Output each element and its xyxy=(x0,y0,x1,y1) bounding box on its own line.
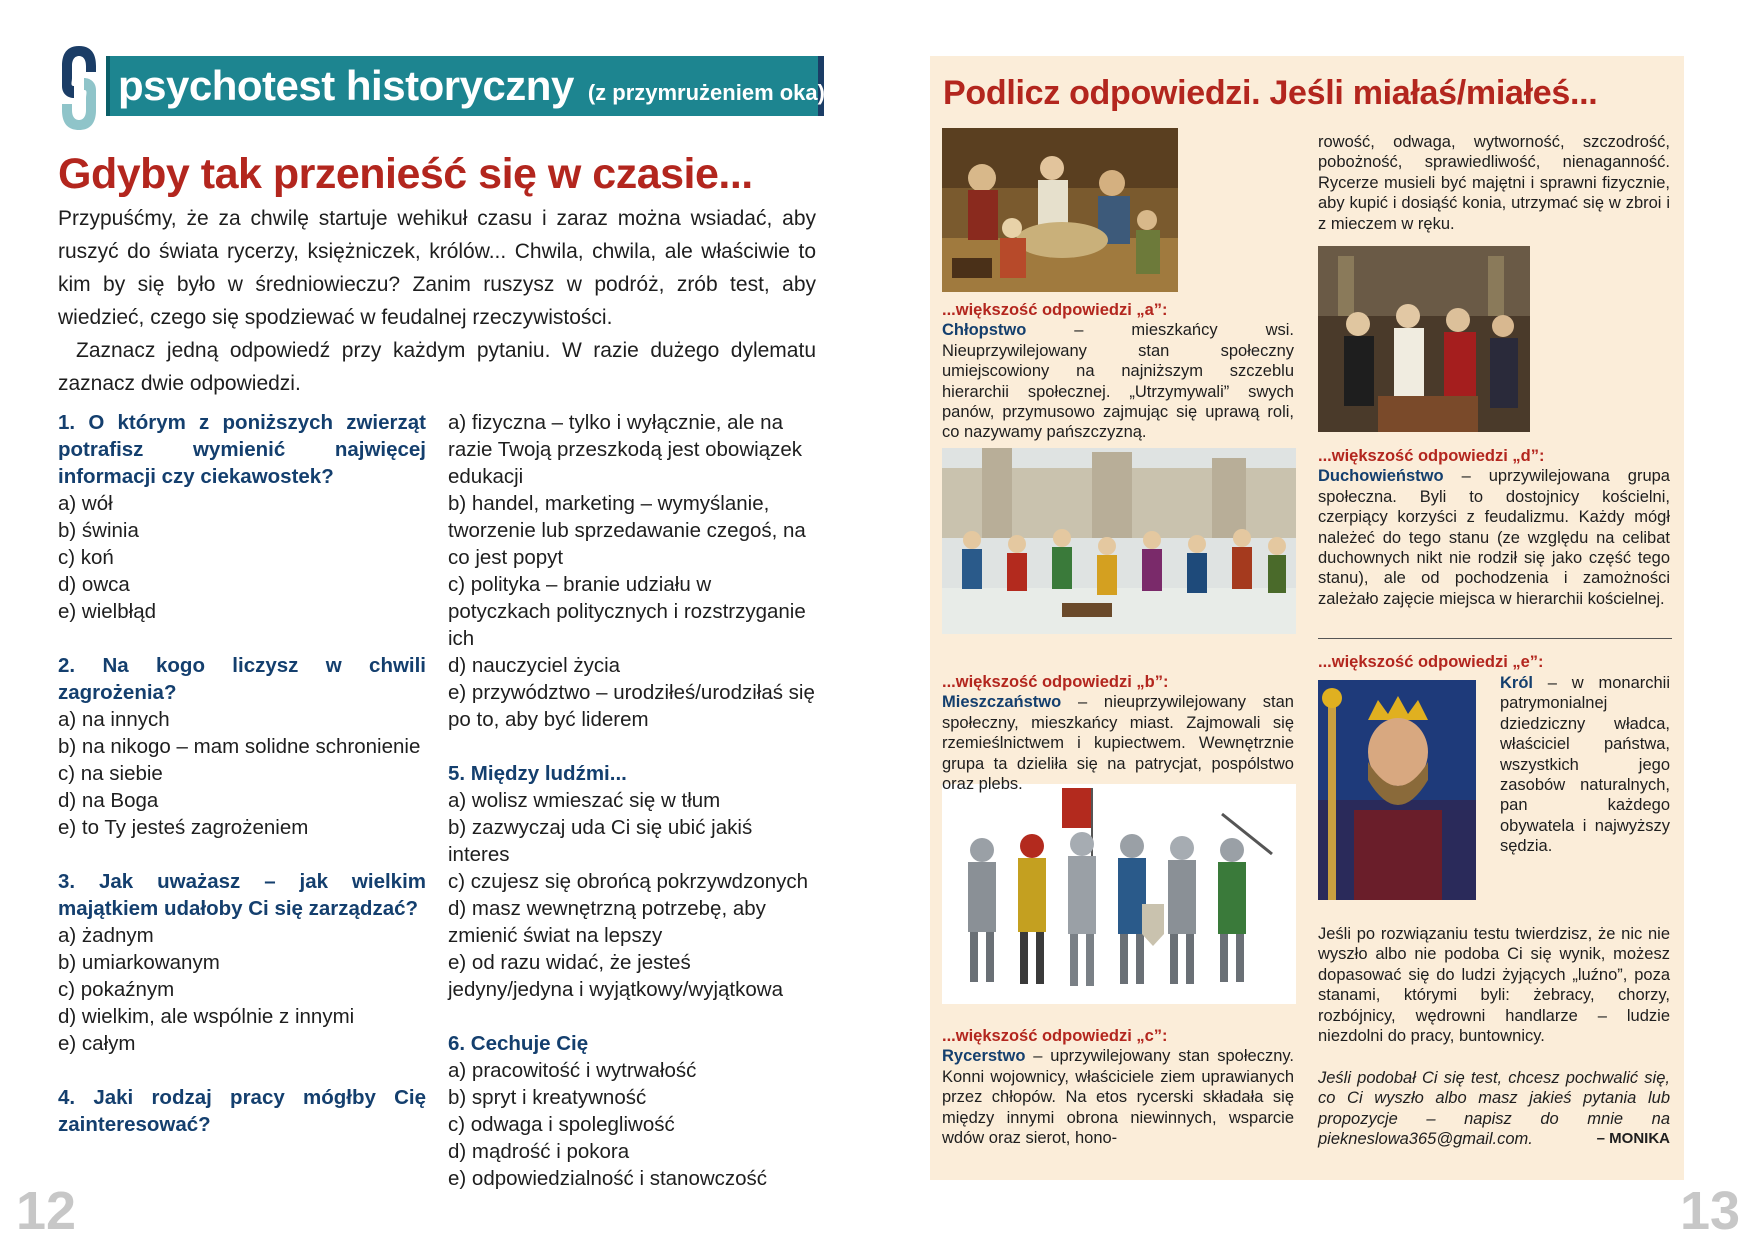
result-c-heading: ...większość odpowiedzi „c”: xyxy=(942,1027,1168,1045)
section-title-text: psychotest historyczny xyxy=(118,62,574,109)
answer-1c: c) koń xyxy=(58,546,114,569)
result-a xyxy=(942,300,1294,443)
result-e-term: Król xyxy=(1500,674,1533,692)
result-e-heading-block xyxy=(1318,652,1670,672)
king-portrait-image xyxy=(1318,680,1476,900)
peasants-painting-image xyxy=(942,128,1178,292)
answer-4c: c) polityka – branie udziału w potyczkach politycznych i rozstrzyganie ich xyxy=(448,573,806,650)
magazine-logo-icon xyxy=(58,42,100,134)
result-b-term: Mieszczaństwo xyxy=(942,693,1062,712)
divider xyxy=(1318,638,1672,639)
result-a-heading: ...większość odpowiedzi „a”: xyxy=(942,301,1168,319)
result-b-text: – nieuprzywilejowany stan społeczny, mieszkańcy miast. Zajmowali się rzemieślnictwem i kupiectwem. Wewnętrznie grupa ta dzieliła się na patrycjat, pospólstwo oraz plebs. xyxy=(942,693,1294,794)
result-c-text: – uprzywilejowany stan społeczny. Konni wojownicy, właściciele ziem uprawianych przez chłopów. Na etos rycerski składała się między innymi obrona niewinnych, wsparcie wdów oraz sierot, hono- xyxy=(942,1047,1294,1148)
result-b xyxy=(942,672,1294,794)
answer-6b: b) spryt i kreatywność xyxy=(448,1086,647,1109)
result-c xyxy=(942,1026,1294,1148)
answer-3b: b) umiarkowanym xyxy=(58,951,220,974)
questions-column-right xyxy=(448,409,816,1192)
answer-5c: c) czujesz się obrońcą pokrzywdzonych xyxy=(448,870,809,893)
results-title: Podlicz odpowiedzi. Jeśli miałaś/miałeś... xyxy=(943,74,1598,112)
author-signature: – MONIKA xyxy=(1596,1130,1670,1148)
result-a-text: – mieszkańcy wsi. Nieuprzywilejowany stan społeczny umiejscowiony na najniższym szczeblu hierarchii społecznej. „Utrzymywali” swych panów, przymusowo zajmując się uprawą roli, co nazywamy pańszczyzną. xyxy=(942,321,1294,442)
answer-4e: e) przywództwo – urodziłeś/urodziłaś się po to, aby być liderem xyxy=(448,681,815,731)
answer-1b: b) świnia xyxy=(58,519,139,542)
answer-1d: d) owca xyxy=(58,573,130,596)
knights-illustration-image xyxy=(942,784,1296,1004)
clergy-painting-image xyxy=(1318,246,1530,432)
article-headline: Gdyby tak przenieść się w czasie... xyxy=(58,150,753,198)
answer-2e: e) to Ty jesteś zagrożeniem xyxy=(58,816,309,839)
answer-5a: a) wolisz wmieszać się w tłum xyxy=(448,789,721,812)
question-2: 2. Na kogo liczysz w chwili zagrożenia? xyxy=(58,654,426,704)
answer-6d: d) mądrość i pokora xyxy=(448,1140,630,1163)
answer-5e: e) od razu widać, że jesteś jedyny/jedyna i wyjątkowy/wyjątkowa xyxy=(448,951,783,1001)
answer-3e: e) całym xyxy=(58,1032,136,1055)
answer-6a: a) pracowitość i wytrwałość xyxy=(448,1059,697,1082)
answer-6e: e) odpowiedzialność i stanowczość xyxy=(448,1167,768,1190)
result-d xyxy=(1318,446,1670,609)
result-d-text: – uprzywilejowana grupa społeczna. Byli to dostojnicy kościelni, czerpiący korzyści z feudalizmu. Każdy mógł należeć do tego stanu (ze względu na celibat duchownych nikt nie rodził się jako część tego stanu), ale od pochodzenia i zamożności zależało zajęcie miejsca w hierarchii kościelnej. xyxy=(1318,467,1670,608)
question-3: 3. Jak uważasz – jak wielkim majątkiem udałoby Ci się zarządzać? xyxy=(58,870,426,920)
outro-paragraph: Jeśli po rozwiązaniu testu twierdzisz, że nic nie wyszło albo nie podoba Ci się wynik, możesz dopasować się do ludzi żyjących „luźno”, poza stanami, którymi byli: żebracy, chorzy, rozbójnicy, wędrowni handlarze – ludzie niezdolni do pracy, buntownicy. xyxy=(1318,925,1670,1046)
result-b-heading: ...większość odpowiedzi „b”: xyxy=(942,673,1169,691)
answer-2a: a) na innych xyxy=(58,708,170,731)
result-d-term: Duchowieństwo xyxy=(1318,467,1444,486)
townspeople-illustration-image xyxy=(942,448,1296,634)
result-e-heading: ...większość odpowiedzi „e”: xyxy=(1318,653,1544,671)
answer-5b: b) zazwyczaj uda Ci się ubić jakiś interes xyxy=(448,816,753,866)
result-d-heading: ...większość odpowiedzi „d”: xyxy=(1318,447,1545,465)
answer-5d: d) masz wewnętrzną potrzebę, aby zmienić świat na lepszy xyxy=(448,897,766,947)
answer-1a: a) wół xyxy=(58,492,113,515)
answer-3d: d) wielkim, ale wspólnie z innymi xyxy=(58,1005,355,1028)
answer-6c: c) odwaga i spolegliwość xyxy=(448,1113,675,1136)
intro-paragraph: Przypuśćmy, że za chwilę startuje wehikuł czasu i zaraz można wsiadać, aby ruszyć do świata rycerzy, księżniczek, królów... Chwila, chwila, ale właściwie to kim by się było w średniowieczu? Zanim ruszysz w podróż, zrób test, aby wiedzieć, czego się spodziewać w feudalnej rzeczywistości. xyxy=(58,207,816,329)
instruction-paragraph: Zaznacz jedną odpowiedź przy każdym pytaniu. W razie dużego dylematu zaznacz dwie odpowiedzi. xyxy=(58,339,816,395)
question-6: 6. Cechuje Cię xyxy=(448,1032,589,1055)
result-e-text: – w monarchii patrymonialnej dziedziczny władca, właściciel państwa, wszystkich jego zasobów naturalnych, pan każdego obywatela i najwyższy sędzia. xyxy=(1500,674,1670,856)
answer-4a: a) fizyczna – tylko i wyłącznie, ale na razie Twoją przeszkodą jest obowiązek edukacji xyxy=(448,411,802,488)
answer-2d: d) na Boga xyxy=(58,789,159,812)
result-c-continued: rowość, odwaga, wytworność, szczodrość, pobożność, sprawiedliwość, nienaganność. Rycerze musieli być majętni i sprawni fizycznie, aby kupić i dosiąść konia, utrzymać się w zbroi i z mieczem w ręku. xyxy=(1318,133,1670,233)
question-4: 4. Jaki rodzaj pracy mógłby Cię zainteresować? xyxy=(58,1086,426,1136)
answer-4d: d) nauczyciel życia xyxy=(448,654,621,677)
answer-2c: c) na siebie xyxy=(58,762,163,785)
result-e xyxy=(1500,673,1670,857)
answer-4b: b) handel, marketing – wymyślanie, tworzenie lub sprzedawanie czegoś, na co jest popyt xyxy=(448,492,806,569)
answer-3a: a) żadnym xyxy=(58,924,154,947)
answer-3c: c) pokaźnym xyxy=(58,978,175,1001)
page-number-left: 12 xyxy=(16,1181,77,1241)
answer-1e: e) wielbłąd xyxy=(58,600,156,623)
result-a-term: Chłopstwo xyxy=(942,321,1027,340)
contact-paragraph xyxy=(1318,1068,1670,1150)
question-5: 5. Między ludźmi... xyxy=(448,762,627,785)
article-intro xyxy=(58,202,816,400)
answer-2b: b) na nikogo – mam solidne schronienie xyxy=(58,735,421,758)
section-title xyxy=(118,58,825,121)
result-c-term: Rycerstwo xyxy=(942,1047,1026,1066)
question-1: 1. O którym z poniższych zwierząt potrafisz wymienić najwięcej informacji czy ciekawostek? xyxy=(58,411,426,488)
section-subtitle: (z przymrużeniem oka) xyxy=(587,80,825,105)
questions-column-left xyxy=(58,409,426,1138)
page-number-right: 13 xyxy=(1680,1181,1741,1241)
contact-text: Jeśli podobał Ci się test, chcesz pochwalić się, co Ci wyszło albo masz jakieś pytania lub propozycje – napisz do mnie na piekneslowa365@gmail.com. xyxy=(1318,1069,1670,1149)
